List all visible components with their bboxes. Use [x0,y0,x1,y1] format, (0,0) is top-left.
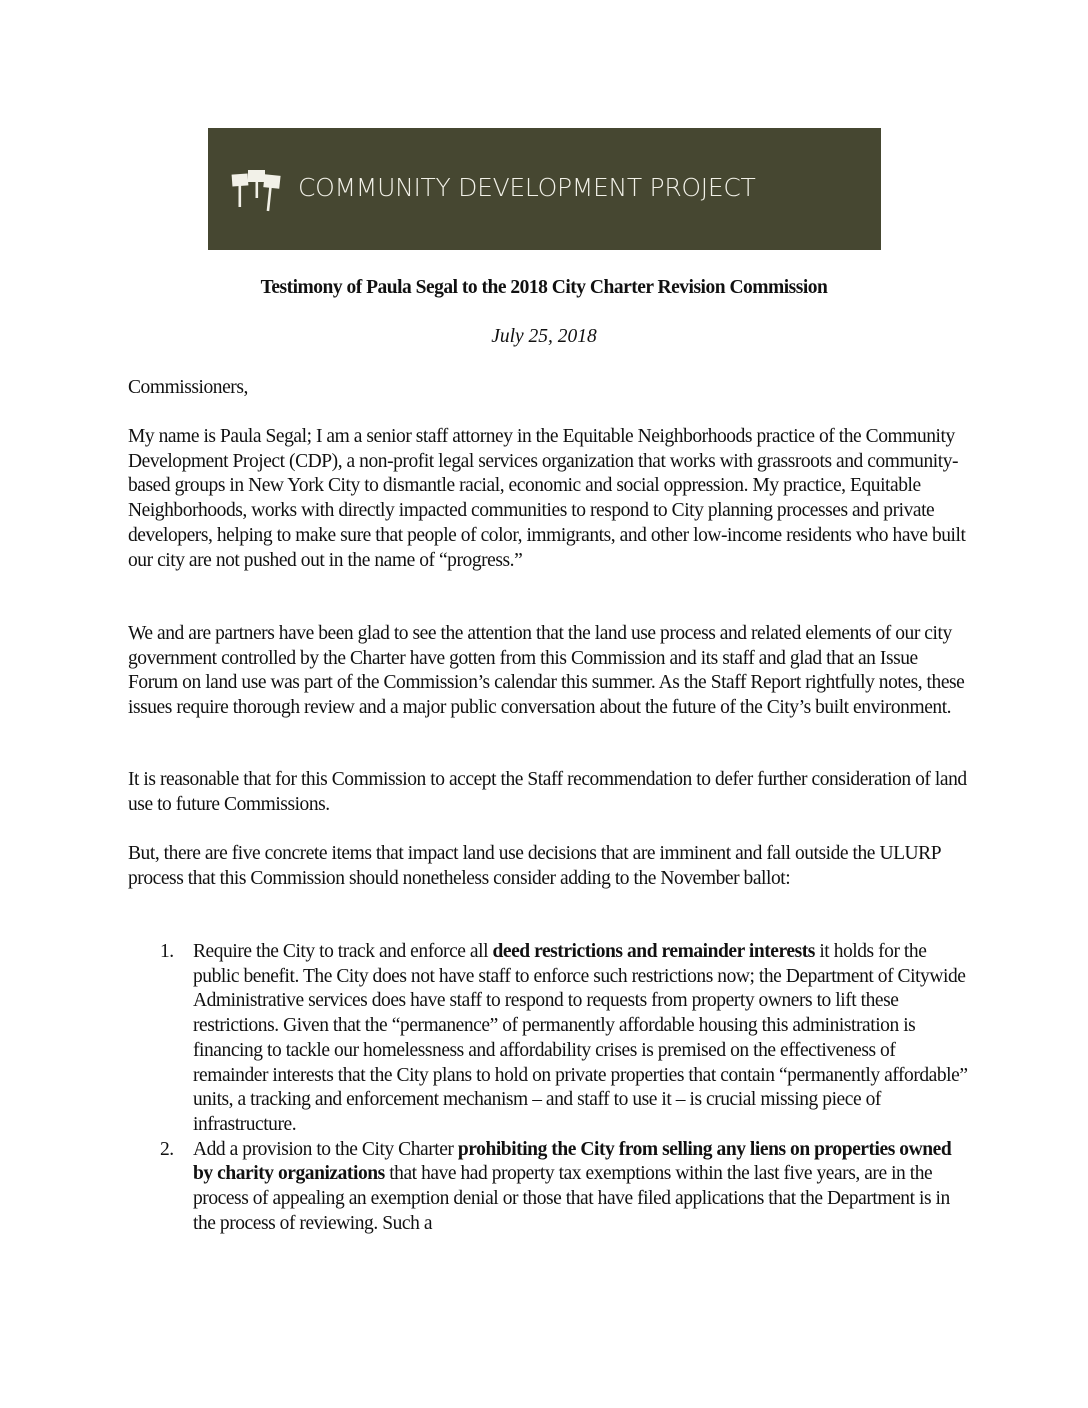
list-item-text: that have had property tax exemptions within the last five years, are in the process of appealing an exemption denial or those that have filed applications that the Department is in the process of reviewing. Such a [193,1163,950,1234]
list-item-emphasis: deed restrictions and remainder interests [492,941,815,962]
paragraph-introduction: My name is Paula Segal; I am a senior staff attorney in the Equitable Neighborhoods practice of the Community Development Project (CDP), a non-profit legal services organization that works with grassroots and community-based groups in New York City to dismantle racial, economic and social oppression. My practice, Equitable Neighborhoods, works with directly impacted communities to respond to City planning processes and private developers, helping to make sure that people of color, immigrants, and other low-income residents who have built our city are not pushed out in the name of “progress.” [128,426,966,571]
list-item-number: 1. [160,941,174,962]
header-banner [208,128,881,250]
document-title: Testimony of Paula Segal to the 2018 City Charter Revision Commission [260,277,828,298]
org-name: COMMUNITY DEVELOPMENT PROJECT [298,173,756,202]
list-item [128,940,973,1138]
recommendations-list [128,940,973,1236]
list-item-text: Require the City to track and enforce all [193,941,493,962]
list-item-text: it holds for the public benefit. The City does not have staff to enforce such restrictions now; the Department of Citywide Administrative services does have staff to respond to requests from property owners to lift these restrictions. Given that the “permanence” of permanently affordable housing this administration is financing to tackle our homelessness and affordability crises is premised on the effectiveness of remainder interests that the City plans to hold on private properties that contain “permanently affordable” units, a tracking and enforcement mechanism – and staff to use it – is crucial missing piece of infrastructure. [193,941,968,1135]
document-date: July 25, 2018 [491,326,597,347]
salutation: Commissioners, [128,377,248,398]
list-item-emphasis: prohibiting the City from selling any liens on properties owned by charity organizations [193,1138,952,1185]
list-item-text: Add a provision to the City Charter [193,1138,458,1160]
protest-signs-icon [230,168,282,214]
paragraph-attention: We and are partners have been glad to see the attention that the land use process and related elements of our city government controlled by the Charter have gotten from this Commission and its staff and glad that an Issue Forum on land use was part of the Commission’s calendar this summer. As the Staff Report rightfully notes, these issues require thorough review and a major public conversation about the future of the City’s built environment. [128,623,965,719]
paragraph-recommendation: It is reasonable that for this Commission to accept the Staff recommendation to defer further consideration of land use to future Commissions. [128,769,967,815]
list-item-number: 2. [160,1138,174,1160]
list-item [128,1138,973,1237]
paragraph-five-items: But, there are five concrete items that impact land use decisions that are imminent and fall outside the ULURP process that this Commission should nonetheless consider adding to the November ballot: [128,843,941,889]
